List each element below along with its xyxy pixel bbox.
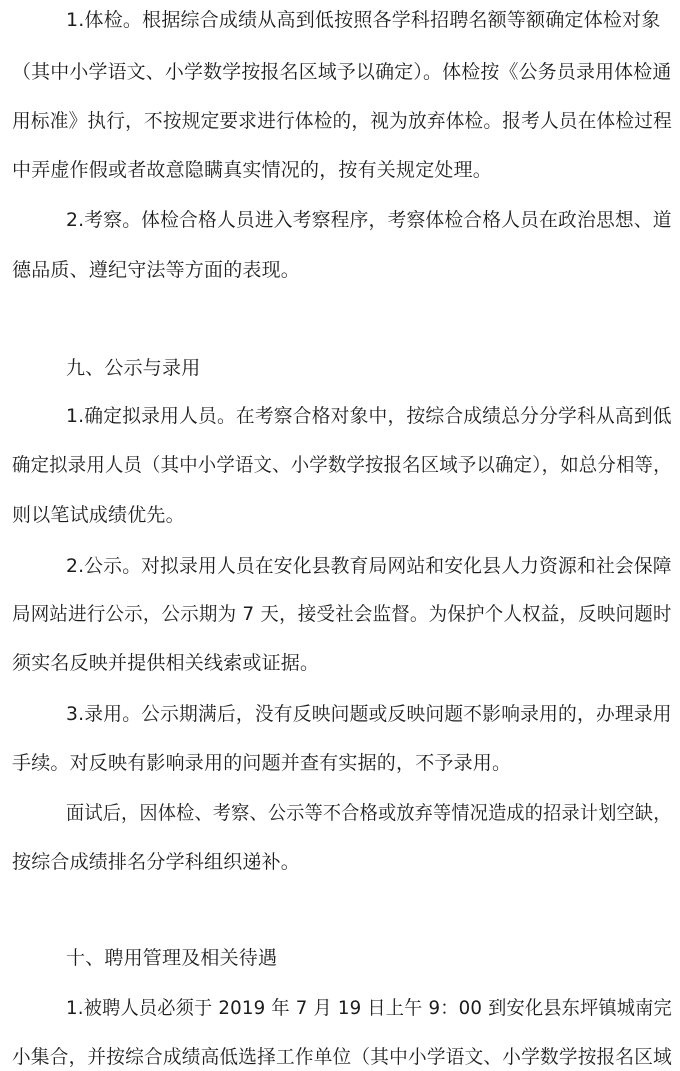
text-line: 中弄虚作假或者故意隐瞒真实情况的，按有关规定处理。 <box>12 159 493 181</box>
text-line: 1.体检。根据综合成绩从高到低按照各学科招聘名额等额确定体检对象 <box>66 9 661 31</box>
text-line: 面试后，因体检、考察、公示等不合格或放弃等情况造成的招录计划空缺， <box>66 802 672 824</box>
text-line: 德品质、遵纪守法等方面的表现。 <box>12 259 301 281</box>
text-line: 2.考察。体检合格人员进入考察程序，考察体检合格人员在政治思想、道 <box>66 209 672 231</box>
text-line: 3.录用。公示期满后，没有反映问题或反映问题不影响录用的，办理录用 <box>66 703 672 725</box>
text-line: 则以笔试成绩优先。 <box>12 504 185 526</box>
text-line: 须实名反映并提供相关线索或证据。 <box>12 652 320 674</box>
text-line: 局网站进行公示，公示期为 7 天，接受社会监督。为保护个人权益，反映问题时 <box>12 603 672 625</box>
text-line: 用标准》执行，不按规定要求进行体检的，视为放弃体检。报考人员在体检过程 <box>12 110 672 132</box>
text-line: 2.公示。对拟录用人员在安化县教育局网站和安化县人力资源和社会保障 <box>66 555 672 577</box>
text-line: 小集合，并按综合成绩高低选择工作单位（其中小学语文、小学数学按报名区域 <box>12 1046 672 1068</box>
text-line: 确定拟录用人员（其中小学语文、小学数学按报名区域予以确定），如总分相等， <box>12 454 672 476</box>
section-heading: 九、公示与录用 <box>66 357 201 379</box>
section-heading: 十、聘用管理及相关待遇 <box>66 947 278 969</box>
text-line: （其中小学语文、小学数学按报名区域予以确定）。体检按《公务员录用体检通 <box>12 61 672 83</box>
text-line: 按综合成绩排名分学科组织递补。 <box>12 851 301 873</box>
text-line: 1.被聘人员必须于 2019 年 7 月 19 日上午 9：00 到安化县东坪镇城南完 <box>66 997 672 1019</box>
text-line: 手续。对反映有影响录用的问题并查有实据的，不予录用。 <box>12 752 512 774</box>
text-line: 1.确定拟录用人员。在考察合格对象中，按综合成绩总分分学科从高到低 <box>66 405 672 427</box>
